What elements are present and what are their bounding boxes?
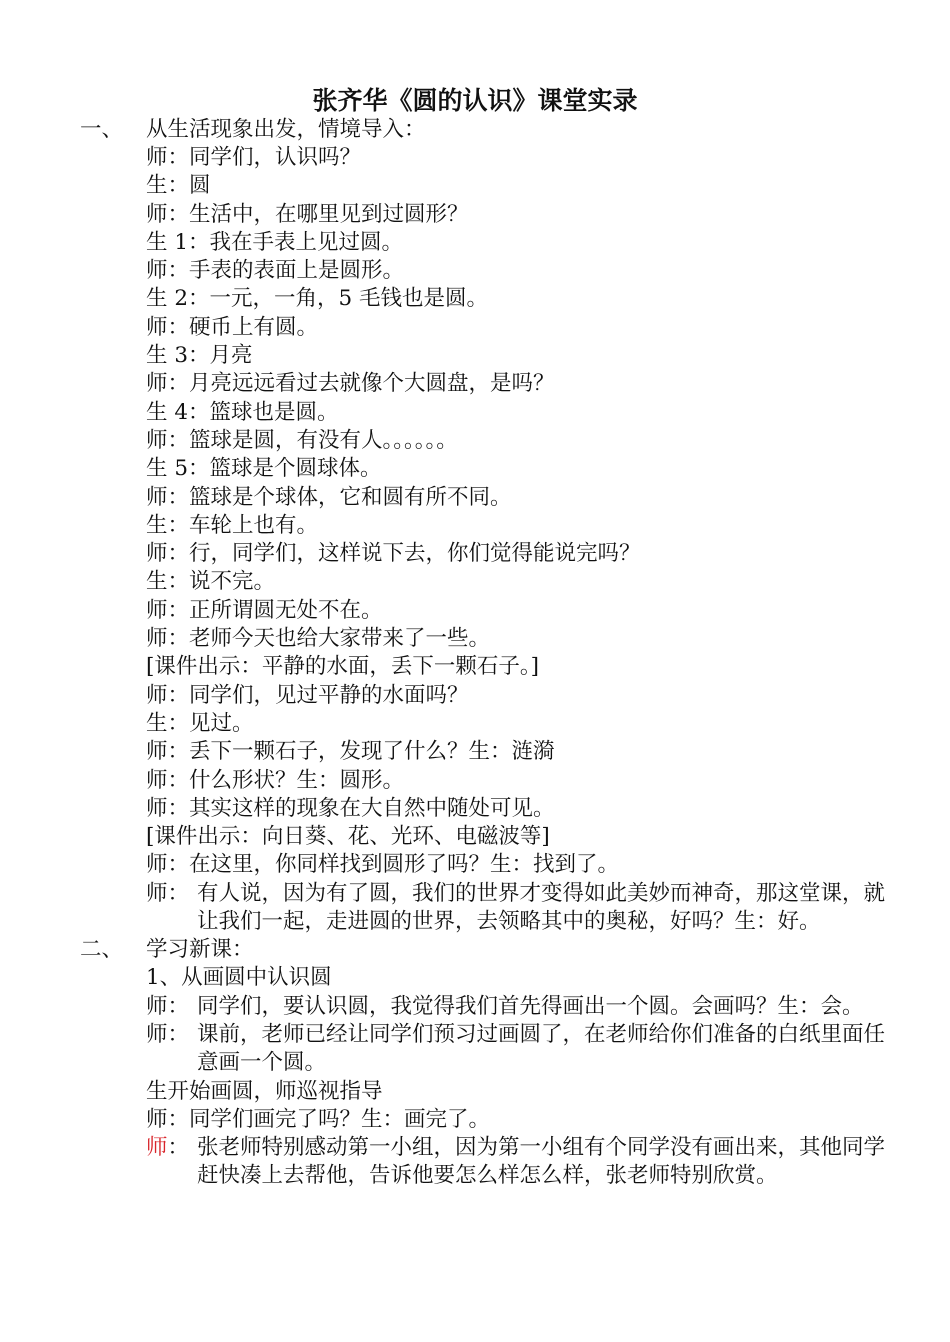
dialogue-text: 同学们，要认识圆，我觉得我们首先得画出一个圆。会画吗？生：会。 (197, 993, 864, 1019)
dialogue-line: 师：其实这样的现象在大自然中随处可见。 (146, 795, 555, 821)
dialogue-line: 生 1：我在手表上见过圆。 (146, 229, 404, 255)
dialogue-line: 师：正所谓圆无处不在。 (146, 597, 383, 623)
dialogue-paragraph (0, 993, 890, 1021)
dialogue-line: 生：见过。 (146, 710, 254, 736)
dialogue-line: 师：同学们，认识吗？ (146, 145, 362, 170)
dialogue-line: 师：行，同学们，这样说下去，你们觉得能说完吗？ (146, 541, 641, 567)
dialogue-line: 师：篮球是个球体，它和圆有所不同。 (146, 484, 512, 510)
dialogue-text: 张老师特别感动第一小组，因为第一小组有个同学没有画出来，其他同学赶快凑上去帮他，告诉他要怎么样怎么样，张老师特别欣赏。 (197, 1135, 886, 1189)
dialogue-line: 生开始画圆，师巡视指导 (146, 1078, 383, 1104)
dialogue-line: 师：硬币上有圆。 (146, 314, 319, 340)
dialogue-line: 师：什么形状？生：圆形。 (146, 767, 405, 793)
dialogue-line: 师：同学们，见过平静的水面吗？ (146, 682, 469, 708)
section-1-dialogue (0, 144, 950, 880)
dialogue-paragraph (0, 1021, 890, 1078)
subsection-title: 1、从画圆中认识圆 (146, 965, 332, 991)
speaker-label: 师： (146, 880, 190, 906)
dialogue-text: 有人说，因为有了圆，我们的世界才变得如此美妙而神奇，那这堂课，就让我们一起，走进圆的世界，去领略其中的奥秘，好吗？生：好。 (197, 880, 886, 935)
dialogue-paragraph (0, 1134, 890, 1191)
dialogue-text: 课前，老师已经让同学们预习过画圆了，在老师给你们准备的白纸里面任意画一个圆。 (197, 1021, 886, 1076)
dialogue-line: [课件出示：向日葵、花、光环、电磁波等] (146, 824, 550, 850)
dialogue-line: 师：手表的表面上是圆形。 (146, 258, 405, 284)
dialogue-line: 生 4：篮球也是圆。 (146, 399, 339, 425)
speaker-colon: ： (167, 1135, 190, 1161)
dialogue-line: 生 5：篮球是个圆球体。 (146, 456, 382, 482)
dialogue-line: 生：车轮上也有。 (146, 512, 319, 538)
dialogue-line: [课件出示：平静的水面，丢下一颗石子。] (146, 654, 540, 680)
dialogue-line: 师：篮球是圆，有没有人。。。。。。 (146, 427, 458, 453)
dialogue-line: 生：圆 (146, 173, 211, 199)
dialogue-line: 师：老师今天也给大家带来了一些。 (146, 626, 491, 652)
dialogue-line: 生：说不完。 (146, 569, 276, 595)
transcript-body (0, 116, 950, 1191)
section-number: 二、 (80, 937, 124, 963)
dialogue-paragraph (0, 880, 890, 937)
speaker-name-highlighted: 师 (146, 1135, 168, 1161)
dialogue-line: 师：丢下一颗石子，发现了什么？生：涟漪 (146, 739, 555, 765)
section-heading-2 (0, 936, 950, 964)
dialogue-line: 师：生活中，在哪里见到过圆形？ (146, 201, 469, 227)
speaker-label: 师： (146, 993, 190, 1019)
section-title: 从生活现象出发，情境导入： (146, 117, 426, 142)
speaker-label (146, 1134, 197, 1162)
section-title: 学习新课： (146, 937, 254, 963)
dialogue-line: 师：月亮远远看过去就像个大圆盘，是吗？ (146, 371, 555, 397)
dialogue-line: 师：同学们画完了吗？生：画完了。 (146, 1106, 491, 1132)
dialogue-line: 师：在这里，你同样找到圆形了吗？生：找到了。 (146, 852, 620, 878)
section-heading-1 (0, 116, 950, 144)
dialogue-line: 生 2：一元，一角，5 毛钱也是圆。 (146, 286, 489, 312)
page-title: 张齐华《圆的认识》课堂实录 (312, 86, 638, 115)
speaker-label: 师： (146, 1021, 190, 1047)
dialogue-line: 生 3：月亮 (146, 343, 253, 369)
section-number: 一、 (80, 117, 124, 142)
